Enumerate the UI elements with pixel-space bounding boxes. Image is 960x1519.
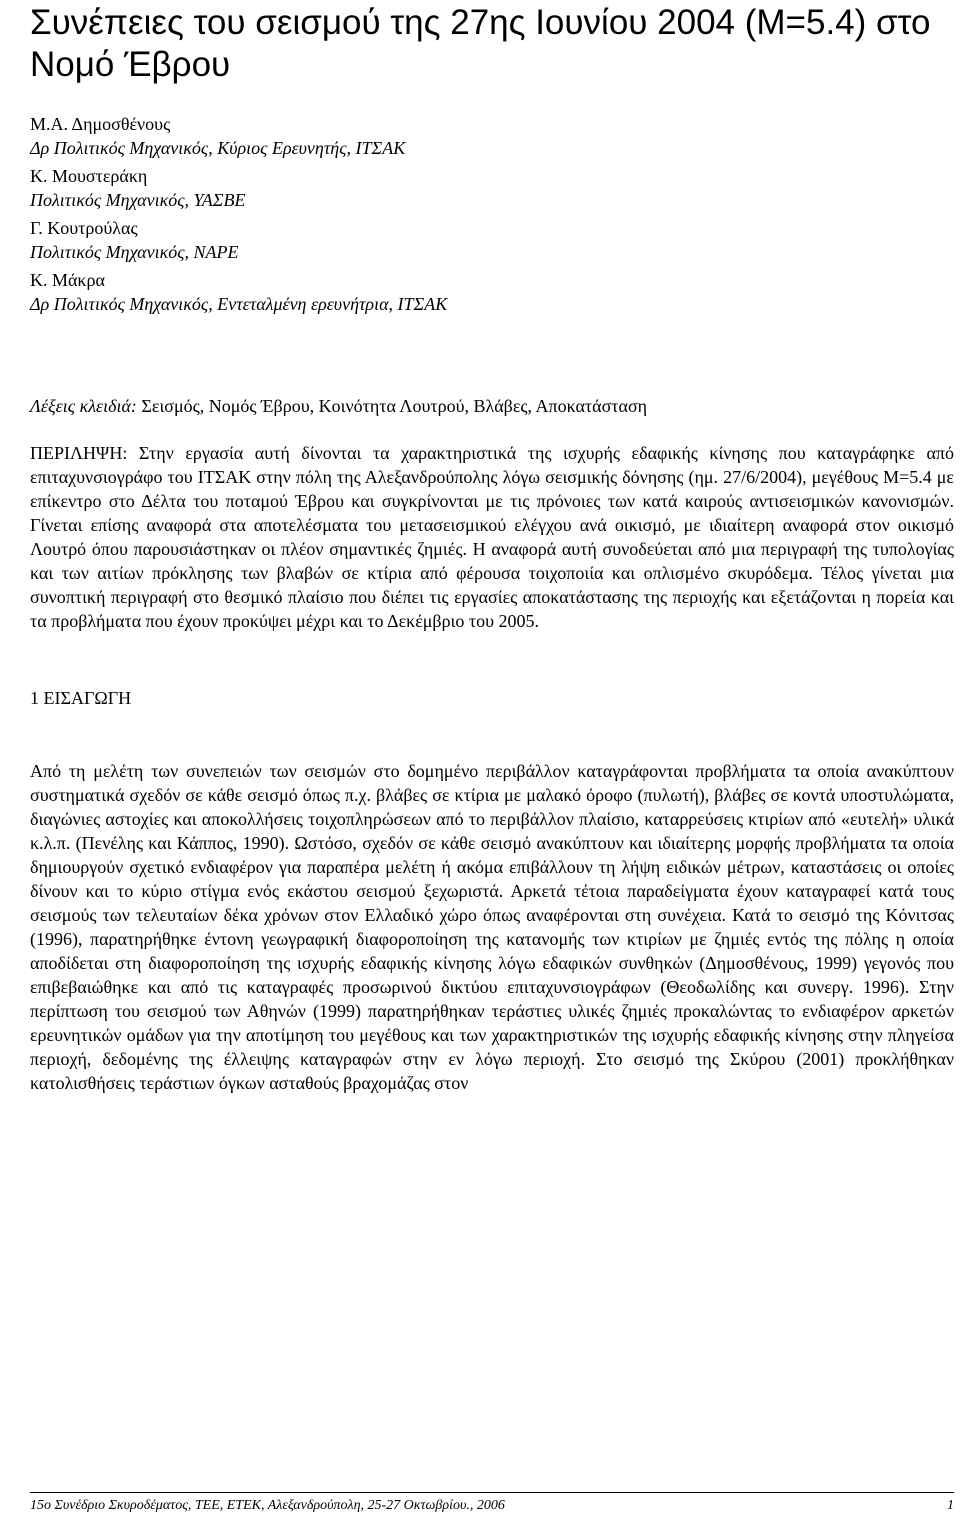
- author-entry: [30, 164, 954, 212]
- intro-paragraph: Από τη μελέτη των συνεπειών των σεισμών στο δομημένο περιβάλλον καταγράφονται προβλήματα τα οποία ανακύπτουν συστηματικά σχεδόν σε κάθε σεισμό όπως π.χ. βλάβες σε κτίρια με μαλακό όροφο (πυλωτή), βλάβες σε κοντά υποστυλώματα, διαγώνιες αστοχίες και αποκολλήσεις τοιχοπληρώσεων από το περιβάλλον πλαίσιο, καταρρεύσεις κτιρίων από «ευτελή» υλικά κ.λ.π. (Πενέλης και Κάππος, 1990). Ωστόσο, σχεδόν σε κάθε σεισμό ανακύπτουν και ιδιαίτερης μορφής προβλήματα τα οποία δημιουργούν σχετικό ενδιαφέρον για παραπέρα μελέτη ή ακόμα επιβάλλουν τη λήψη ειδικών μέτρων, καταστάσεις οι οποίες δίνουν και το κύριο στίγμα ενός εκάστου σεισμού ξεχωριστά. Αρκετά τέτοια παραδείγματα έχουν καταγραφεί κατά τους σεισμούς των τελευταίων δέκα χρόνων στον Ελλαδικό χώρο όπως αναφέρονται στη συνέχεια. Κατά το σεισμό της Κόνιτσας (1996), παρατηρήθηκε έντονη γεωγραφική διαφοροποίηση της κατανομής των κτιρίων με ζημιές εντός της πόλης η οποία αποδίδεται στη διαφοροποίηση της ισχυρής εδαφικής κίνησης λόγω εδαφικών συνθηκών (Δημοσθένους, 1999) γεγονός που επιβεβαιώθηκε και από τις καταγραφές προσωρινού δικτύου επιταχυνσιογράφων (Θεοδωλίδης και συνεργ. 1996). Στην περίπτωση του σεισμού των Αθηνών (1999) παρατηρήθηκαν τεράστιες υλικές ζημιές προκαλώντας το ενδιαφέρον αρκετών ερευνητικών ομάδων για την αποτίμηση του μεγέθους και των χαρακτηριστικών της ισχυρής εδαφικής κίνησης στην πληγείσα περιοχή, δεδομένης της έλλειψης καταγραφών στην εν λόγω περιοχή. Στο σεισμό της Σκύρου (2001) προκλήθηκαν κατολισθήσεις τεράστιων όγκων ασταθούς βραχομάζας στον: [30, 761, 954, 1093]
- document-page: [30, 0, 954, 1095]
- page-footer: [30, 1492, 954, 1515]
- author-name: Κ. Μουστεράκη: [30, 166, 148, 186]
- author-name: Κ. Μάκρα: [30, 270, 105, 290]
- author-affiliation: Δρ Πολιτικός Μηχανικός, Εντεταλμένη ερευνήτρια, ΙΤΣΑΚ: [30, 294, 448, 314]
- abstract: [30, 441, 954, 633]
- section-heading: 1 ΕΙΣΑΓΩΓΗ: [30, 688, 132, 708]
- abstract-text: Στην εργασία αυτή δίνονται τα χαρακτηριστικά της ισχυρής εδαφικής κίνησης που καταγράφηκε από επιταχυνσιογράφο του ΙΤΣΑΚ στην πόλη της Αλεξανδρούπολης λόγω σεισμικής δόνησης (ημ. 27/6/2004), μεγέθους Μ=5.4 με επίκεντρο στο Δέλτα του ποταμού Έβρου και συγκρίνονται με τις πρόνοιες των κατά καιρούς αντισεισμικών κανονισμών. Γίνεται επίσης αναφορά στα αποτελέσματα του μετασεισμικού ελέγχου ανά οικισμό, με ιδιαίτερη αναφορά στον οικισμό Λουτρό όπου παρουσιάστηκαν οι πλέον σημαντικές ζημιές. Η αναφορά αυτή συνοδεύεται από μια περιγραφή της τυπολογίας και των αιτίων πρόκλησης των βλαβών σε κτίρια από φέρουσα τοιχοποιία και οπλισμένο σκυρόδεμα. Τέλος γίνεται μια συνοπτική περιγραφή στο θεσμικό πλαίσιο που διέπει τις εργασίες αποκατάστασης της περιοχής και εξετάζονται η πορεία και τα προβλήματα που έχουν προκύψει μέχρι και το Δεκέμβριο του 2005.: [30, 443, 954, 631]
- author-name: Μ.Α. Δημοσθένους: [30, 114, 171, 134]
- footer-conference: 15ο Συνέδριο Σκυροδέματος, ΤΕΕ, ΕΤΕΚ, Αλεξανδρούπολη, 25-27 Οκτωβρίου., 2006: [30, 1498, 505, 1513]
- keywords: [30, 394, 954, 418]
- author-name: Γ. Κουτρούλας: [30, 218, 138, 238]
- keywords-text: Σεισμός, Νομός Έβρου, Κοινότητα Λουτρού, Βλάβες, Αποκατάσταση: [141, 396, 648, 416]
- author-entry: [30, 112, 954, 160]
- page-number: 1: [947, 1498, 954, 1513]
- author-list: [30, 112, 954, 316]
- author-entry: [30, 216, 954, 264]
- keywords-label: Λέξεις κλειδιά:: [30, 396, 137, 416]
- author-affiliation: Δρ Πολιτικός Μηχανικός, Κύριος Ερευνητής, ΙΤΣΑΚ: [30, 138, 406, 158]
- author-entry: [30, 268, 954, 316]
- author-affiliation: Πολιτικός Μηχανικός, ΝΑΡΕ: [30, 242, 239, 262]
- document-title: Συνέπειες του σεισμού της 27ης Ιουνίου 2004 (Μ=5.4) στο Νομό Έβρου: [30, 3, 931, 84]
- abstract-label: ΠΕΡΙΛΗΨΗ:: [30, 443, 128, 463]
- author-affiliation: Πολιτικός Μηχανικός, ΥΑΣΒΕ: [30, 190, 246, 210]
